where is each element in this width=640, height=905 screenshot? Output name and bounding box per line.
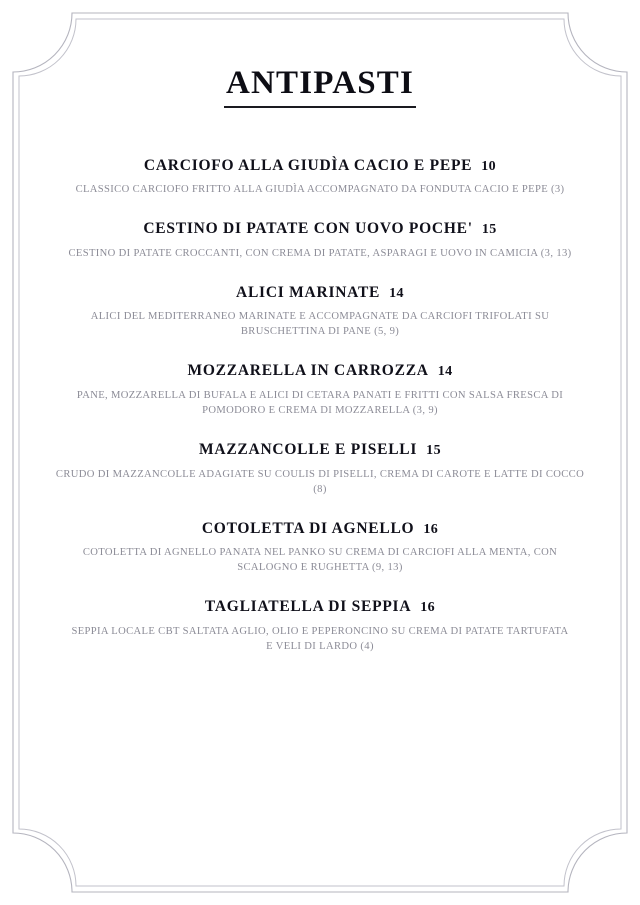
menu-item: [34, 361, 606, 418]
menu-item-description: ALICI DEL MEDITERRANEO MARINATE E ACCOMPAGNATE DA CARCIOFI TRIFOLATI SU BRUSCHETTINA DI PANE (5, 9): [90, 311, 550, 338]
menu-item-name: CARCIOFO ALLA GIUDÌA CACIO E PEPE: [143, 156, 473, 174]
menu-item-price: 16: [423, 521, 439, 537]
menu-item: [34, 283, 606, 340]
menu-item: [34, 440, 606, 497]
menu-item-heading: [34, 519, 606, 539]
menu-item-description: SEPPIA LOCALE CBT SALTATA AGLIO, OLIO E PEPERONCINO SU CREMA DI PATATE TARTUFATA E VELI DI LARDO (4): [71, 625, 569, 652]
menu-item: [34, 156, 606, 198]
menu-item-description: CLASSICO CARCIOFO FRITTO ALLA GIUDÌA ACCOMPAGNATO DA FONDUTA CACIO E PEPE (3): [75, 184, 565, 196]
page-title: ANTIPASTI: [224, 66, 416, 108]
menu-item-name: CESTINO DI PATATE CON UOVO POCHE': [143, 220, 473, 238]
menu-item-heading: [34, 156, 606, 176]
menu-item-price: 15: [426, 443, 441, 459]
menu-item-name: TAGLIATELLA DI SEPPIA: [204, 598, 412, 616]
menu-item-name: ALICI MARINATE: [236, 283, 381, 301]
menu-item-price: 15: [481, 222, 497, 238]
menu-item-price: 16: [420, 600, 436, 616]
menu-item-heading: [34, 219, 606, 239]
menu-item-heading: [34, 283, 606, 303]
menu-item-heading: [34, 361, 606, 381]
menu-item-price: 14: [437, 364, 453, 380]
menu-item-description: CESTINO DI PATATE CROCCANTI, CON CREMA DI PATATE, ASPARAGI E UOVO IN CAMICIA (3, 13): [68, 247, 572, 259]
menu-item: [34, 519, 606, 576]
menu-item: [34, 597, 606, 654]
menu-item-description: PANE, MOZZARELLA DI BUFALA E ALICI DI CETARA PANATI E FRITTI CON SALSA FRESCA DI POMODORO E CREMA DI MOZZARELLA (3, 9): [76, 389, 564, 417]
menu-content: [34, 44, 606, 844]
menu-item-heading: [34, 597, 606, 617]
menu-item-name: MOZZARELLA IN CARROZZA: [187, 362, 429, 380]
menu-item: [34, 219, 606, 261]
menu-item-name: COTOLETTA DI AGNELLO: [201, 519, 415, 537]
menu-item-name: MAZZANCOLLE E PISELLI: [199, 441, 418, 459]
menu-item-description: COTOLETTA DI AGNELLO PANATA NEL PANKO SU CREMA DI CARCIOFI ALLA MENTA, CON SCALOGNO E RUGHETTA (9, 13): [82, 547, 558, 574]
menu-item-price: 14: [389, 285, 404, 301]
menu-item-description: CRUDO DI MAZZANCOLLE ADAGIATE SU COULIS DI PISELLI, CREMA DI CAROTE E LATTE DI COCCO (8): [55, 468, 585, 495]
page-title-block: [34, 44, 606, 130]
menu-item-price: 10: [481, 158, 497, 174]
menu-item-heading: [34, 440, 606, 460]
